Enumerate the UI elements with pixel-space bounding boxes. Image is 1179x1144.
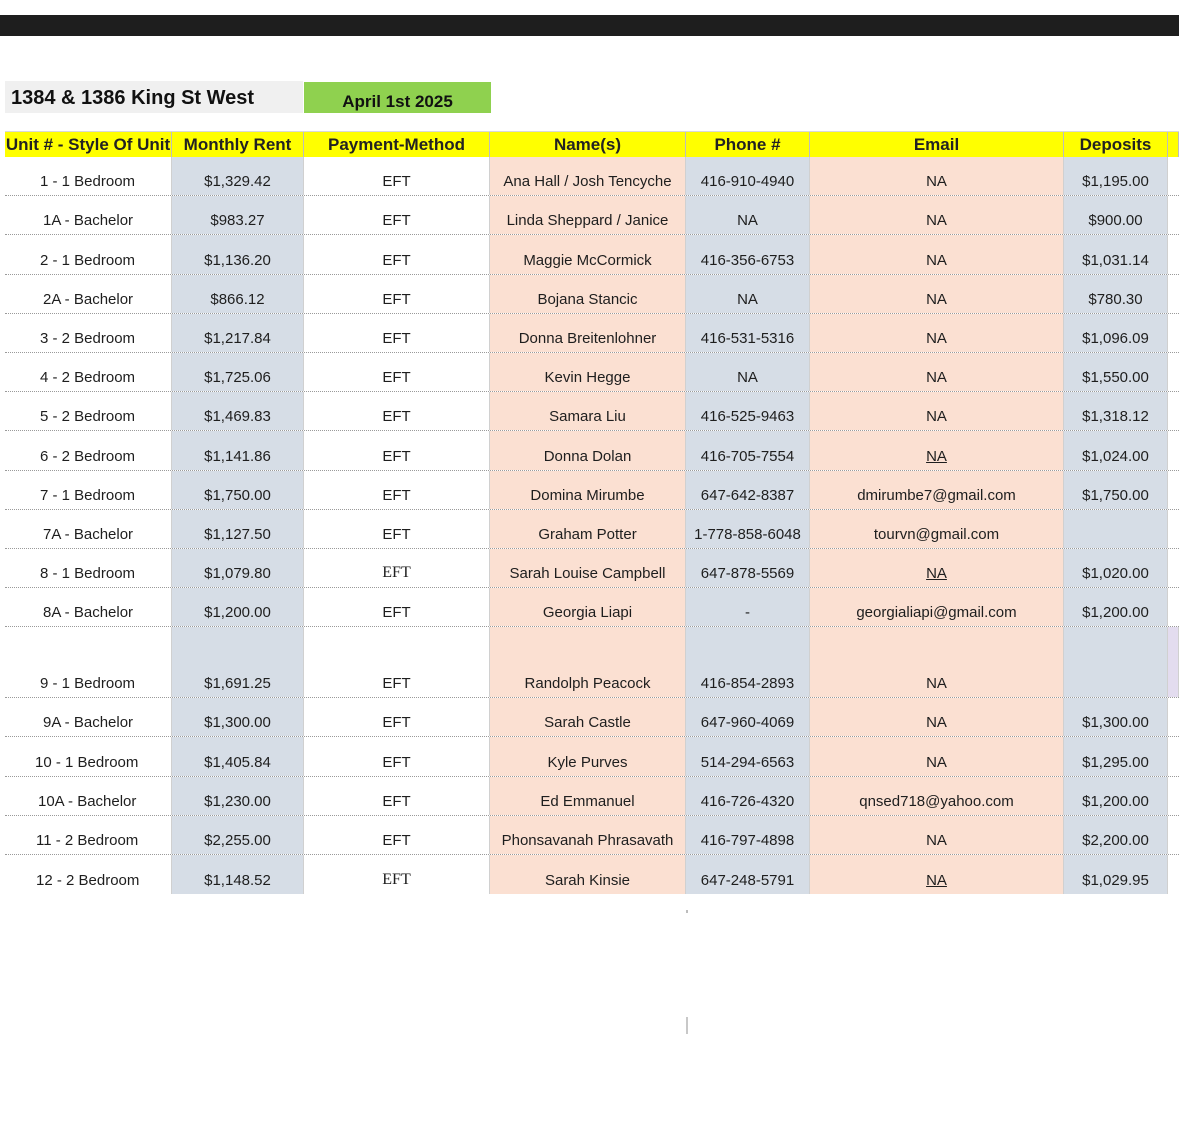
- cell-monthly-rent[interactable]: $1,691.25: [172, 627, 304, 697]
- cell-email[interactable]: dmirumbe7@gmail.com: [810, 471, 1064, 509]
- cell-payment-method[interactable]: EFT: [304, 549, 490, 587]
- table-row: [5, 235, 1179, 274]
- cell-names[interactable]: Ed Emmanuel: [490, 777, 686, 815]
- cell-monthly-rent[interactable]: $1,750.00: [172, 471, 304, 509]
- cell-monthly-rent[interactable]: $1,079.80: [172, 549, 304, 587]
- cell-phone[interactable]: NA: [686, 275, 810, 313]
- cell-names[interactable]: Bojana Stancic: [490, 275, 686, 313]
- cell-unit[interactable]: 5 - 2 Bedroom: [5, 392, 172, 430]
- cell-deposit[interactable]: $1,750.00: [1064, 471, 1168, 509]
- cell-monthly-rent[interactable]: $1,217.84: [172, 314, 304, 352]
- cell-email[interactable]: NA: [810, 314, 1064, 352]
- email-value: NA: [926, 565, 947, 583]
- cell-payment-method[interactable]: EFT: [304, 627, 490, 697]
- cell-unit[interactable]: 8 - 1 Bedroom: [5, 549, 172, 587]
- cell-email[interactable]: tourvn@gmail.com: [810, 510, 1064, 548]
- cell-payment-method[interactable]: EFT: [304, 816, 490, 854]
- column-header-deposits[interactable]: Deposits: [1064, 132, 1168, 157]
- cell-phone[interactable]: 647-960-4069: [686, 698, 810, 736]
- cell-names[interactable]: Sarah Castle: [490, 698, 686, 736]
- cell-email[interactable]: qnsed718@yahoo.com: [810, 777, 1064, 815]
- table-row: [5, 737, 1179, 776]
- table-row: [5, 855, 1179, 894]
- cell-names[interactable]: Georgia Liapi: [490, 588, 686, 626]
- cell-names[interactable]: Samara Liu: [490, 392, 686, 430]
- cell-monthly-rent[interactable]: $866.12: [172, 275, 304, 313]
- cell-email[interactable]: NA: [810, 196, 1064, 234]
- cell-email[interactable]: [810, 431, 1064, 469]
- cell-unit[interactable]: 3 - 2 Bedroom: [5, 314, 172, 352]
- cell-monthly-rent[interactable]: $2,255.00: [172, 816, 304, 854]
- cell-payment-method[interactable]: EFT: [304, 588, 490, 626]
- cell-names[interactable]: Phonsavanah Phrasavath: [490, 816, 686, 854]
- cell-phone[interactable]: NA: [686, 196, 810, 234]
- table-row: [5, 698, 1179, 737]
- cell-deposit[interactable]: $1,195.00: [1064, 157, 1168, 195]
- cell-phone[interactable]: 416-910-4940: [686, 157, 810, 195]
- table-row: [5, 275, 1179, 314]
- cell-payment-method[interactable]: EFT: [304, 855, 490, 894]
- cell-monthly-rent[interactable]: $1,148.52: [172, 855, 304, 894]
- cell-phone[interactable]: -: [686, 588, 810, 626]
- cell-unit[interactable]: 7A - Bachelor: [5, 510, 172, 548]
- cell-monthly-rent[interactable]: $1,300.00: [172, 698, 304, 736]
- cell-email[interactable]: NA: [810, 275, 1064, 313]
- table-row: [5, 816, 1179, 855]
- cell-deposit[interactable]: $1,029.95: [1064, 855, 1168, 894]
- column-header-phone[interactable]: Phone #: [686, 132, 810, 157]
- table-header-row: [5, 131, 1179, 157]
- cell-monthly-rent[interactable]: $1,127.50: [172, 510, 304, 548]
- column-header-monthly-rent[interactable]: Monthly Rent: [172, 132, 304, 157]
- cell-deposit[interactable]: $2,200.00: [1064, 816, 1168, 854]
- cell-payment-method[interactable]: EFT: [304, 157, 490, 195]
- table-row: [5, 471, 1179, 510]
- cell-deposit[interactable]: $1,550.00: [1064, 353, 1168, 391]
- cell-unit[interactable]: 9 - 1 Bedroom: [5, 627, 172, 697]
- cell-phone[interactable]: 416-531-5316: [686, 314, 810, 352]
- cell-phone[interactable]: 416-797-4898: [686, 816, 810, 854]
- cell-unit[interactable]: 4 - 2 Bedroom: [5, 353, 172, 391]
- cell-deposit[interactable]: $1,020.00: [1064, 549, 1168, 587]
- cell-payment-method[interactable]: EFT: [304, 196, 490, 234]
- table-row: [5, 353, 1179, 392]
- cell-names[interactable]: Sarah Louise Campbell: [490, 549, 686, 587]
- table-row: [5, 157, 1179, 196]
- cell-payment-method[interactable]: EFT: [304, 235, 490, 273]
- column-header-names[interactable]: Name(s): [490, 132, 686, 157]
- column-header-unit[interactable]: Unit # - Style Of Unit: [5, 132, 172, 157]
- cell-payment-method[interactable]: EFT: [304, 737, 490, 775]
- cell-payment-method[interactable]: EFT: [304, 392, 490, 430]
- email-value: NA: [926, 447, 947, 465]
- cell-unit[interactable]: 1 - 1 Bedroom: [5, 157, 172, 195]
- cell-payment-method[interactable]: EFT: [304, 777, 490, 815]
- cell-unit[interactable]: 11 - 2 Bedroom: [5, 816, 172, 854]
- cell-email[interactable]: NA: [810, 235, 1064, 273]
- window-top-bar: [0, 15, 1179, 36]
- cell-deposit[interactable]: $1,031.14: [1064, 235, 1168, 273]
- cell-phone[interactable]: NA: [686, 353, 810, 391]
- cell-names[interactable]: Domina Mirumbe: [490, 471, 686, 509]
- cell-names[interactable]: Maggie McCormick: [490, 235, 686, 273]
- cell-deposit[interactable]: $1,024.00: [1064, 431, 1168, 469]
- cell-unit[interactable]: 1A - Bachelor: [5, 196, 172, 234]
- cell-names[interactable]: Donna Dolan: [490, 431, 686, 469]
- table-row: [5, 627, 1179, 698]
- cell-payment-method[interactable]: EFT: [304, 275, 490, 313]
- table-row: [5, 510, 1179, 549]
- sheet-title: 1384 & 1386 King St West: [5, 81, 303, 113]
- column-header-payment-method[interactable]: Payment-Method: [304, 132, 490, 157]
- cell-names[interactable]: Kevin Hegge: [490, 353, 686, 391]
- cell-email[interactable]: NA: [810, 737, 1064, 775]
- sheet-date: April 1st 2025: [304, 82, 491, 113]
- cell-payment-method[interactable]: EFT: [304, 471, 490, 509]
- table-row: [5, 549, 1179, 588]
- cell-unit[interactable]: 2 - 1 Bedroom: [5, 235, 172, 273]
- cell-phone[interactable]: 647-642-8387: [686, 471, 810, 509]
- cell-phone[interactable]: 1-778-858-6048: [686, 510, 810, 548]
- tenant-table: [5, 157, 1179, 894]
- cell-unit[interactable]: 2A - Bachelor: [5, 275, 172, 313]
- table-row: [5, 777, 1179, 816]
- cell-payment-method[interactable]: EFT: [304, 431, 490, 469]
- cell-deposit[interactable]: $780.30: [1064, 275, 1168, 313]
- cell-phone[interactable]: 647-878-5569: [686, 549, 810, 587]
- cell-unit[interactable]: 10 - 1 Bedroom: [5, 737, 172, 775]
- table-row: [5, 588, 1179, 627]
- cell-phone[interactable]: 416-525-9463: [686, 392, 810, 430]
- cell-deposit[interactable]: [1064, 627, 1168, 697]
- cell-deposit[interactable]: $1,096.09: [1064, 314, 1168, 352]
- cell-unit[interactable]: 6 - 2 Bedroom: [5, 431, 172, 469]
- cell-payment-method[interactable]: EFT: [304, 698, 490, 736]
- cell-names[interactable]: Donna Breitenlohner: [490, 314, 686, 352]
- table-row: [5, 314, 1179, 353]
- cell-deposit[interactable]: $1,295.00: [1064, 737, 1168, 775]
- cell-phone[interactable]: 416-854-2893: [686, 627, 810, 697]
- cell-monthly-rent[interactable]: $1,329.42: [172, 157, 304, 195]
- cell-monthly-rent[interactable]: $1,230.00: [172, 777, 304, 815]
- cell-monthly-rent[interactable]: $1,405.84: [172, 737, 304, 775]
- cell-deposit[interactable]: $1,200.00: [1064, 777, 1168, 815]
- cell-monthly-rent[interactable]: $1,200.00: [172, 588, 304, 626]
- cell-names[interactable]: Graham Potter: [490, 510, 686, 548]
- cell-payment-method[interactable]: EFT: [304, 510, 490, 548]
- cell-email[interactable]: NA: [810, 392, 1064, 430]
- cell-monthly-rent[interactable]: $1,725.06: [172, 353, 304, 391]
- cell-names[interactable]: Randolph Peacock: [490, 627, 686, 697]
- stray-mark: [686, 910, 688, 913]
- cell-deposit[interactable]: $900.00: [1064, 196, 1168, 234]
- cell-names[interactable]: Kyle Purves: [490, 737, 686, 775]
- cell-phone[interactable]: 416-705-7554: [686, 431, 810, 469]
- table-row: [5, 392, 1179, 431]
- table-row: [5, 431, 1179, 470]
- cell-phone[interactable]: 416-356-6753: [686, 235, 810, 273]
- cell-email[interactable]: [810, 549, 1064, 587]
- cell-deposit[interactable]: $1,318.12: [1064, 392, 1168, 430]
- cell-extra: [1168, 627, 1179, 697]
- cell-email[interactable]: NA: [810, 816, 1064, 854]
- cell-monthly-rent[interactable]: $1,136.20: [172, 235, 304, 273]
- cell-names[interactable]: Linda Sheppard / Janice: [490, 196, 686, 234]
- cell-phone[interactable]: 514-294-6563: [686, 737, 810, 775]
- cell-unit[interactable]: 9A - Bachelor: [5, 698, 172, 736]
- cell-email[interactable]: NA: [810, 353, 1064, 391]
- cell-email[interactable]: NA: [810, 627, 1064, 697]
- cell-phone[interactable]: 416-726-4320: [686, 777, 810, 815]
- cell-payment-method[interactable]: EFT: [304, 314, 490, 352]
- cell-deposit[interactable]: [1064, 510, 1168, 548]
- cell-unit[interactable]: 8A - Bachelor: [5, 588, 172, 626]
- column-header-email[interactable]: Email: [810, 132, 1064, 157]
- cell-deposit[interactable]: $1,300.00: [1064, 698, 1168, 736]
- cell-names[interactable]: Ana Hall / Josh Tencyche: [490, 157, 686, 195]
- cell-monthly-rent[interactable]: $1,469.83: [172, 392, 304, 430]
- cell-monthly-rent[interactable]: $983.27: [172, 196, 304, 234]
- cell-names[interactable]: Sarah Kinsie: [490, 855, 686, 894]
- cell-monthly-rent[interactable]: $1,141.86: [172, 431, 304, 469]
- cell-email[interactable]: [810, 855, 1064, 894]
- cell-payment-method[interactable]: EFT: [304, 353, 490, 391]
- cell-phone[interactable]: 647-248-5791: [686, 855, 810, 894]
- cell-unit[interactable]: 10A - Bachelor: [5, 777, 172, 815]
- cell-unit[interactable]: 7 - 1 Bedroom: [5, 471, 172, 509]
- cell-email[interactable]: NA: [810, 157, 1064, 195]
- column-header-extra: [1168, 132, 1179, 157]
- table-row: [5, 196, 1179, 235]
- cell-deposit[interactable]: $1,200.00: [1064, 588, 1168, 626]
- cell-email[interactable]: georgialiapi@gmail.com: [810, 588, 1064, 626]
- cell-email[interactable]: NA: [810, 698, 1064, 736]
- stray-mark: [686, 1017, 688, 1034]
- cell-unit[interactable]: 12 - 2 Bedroom: [5, 855, 172, 894]
- email-value: NA: [926, 872, 947, 890]
